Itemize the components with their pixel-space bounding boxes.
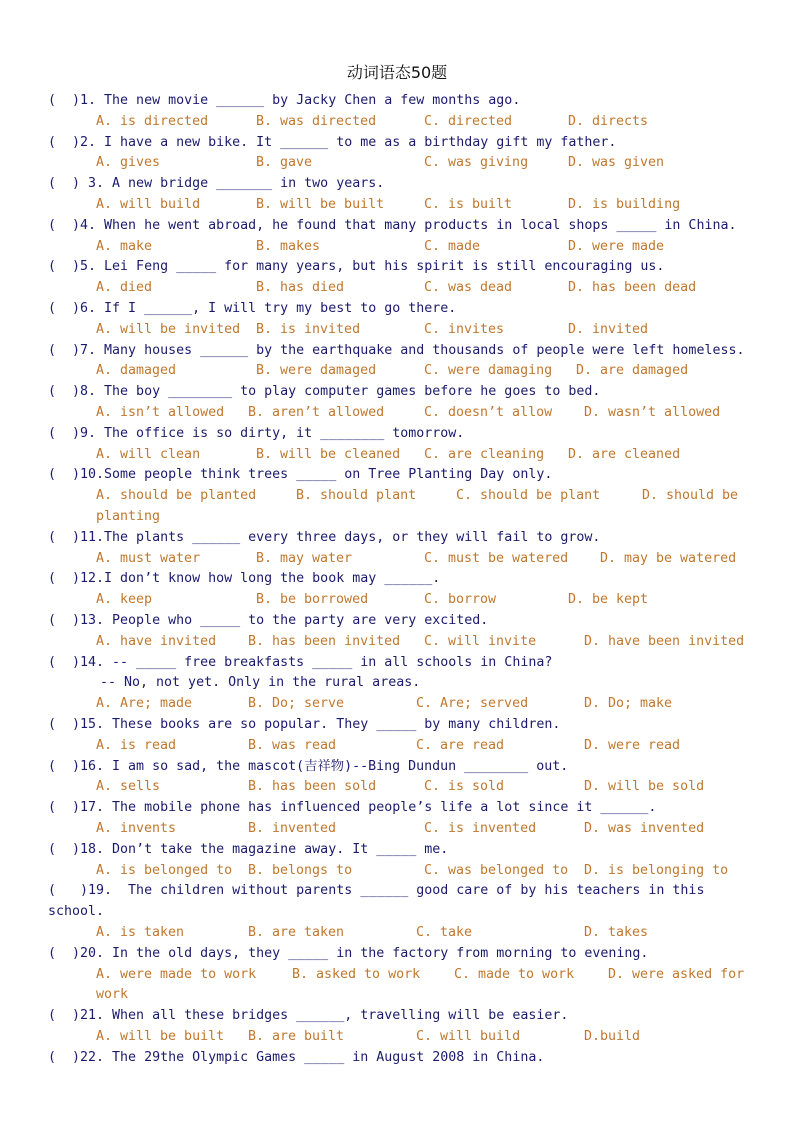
answer-option-d: D. has been dead (568, 280, 697, 296)
answer-option-b: B. gave (256, 155, 313, 171)
question-stem: ( )12.I don’t know how long the book may ______. (48, 571, 441, 587)
answer-option-c: C. was belonged to (424, 862, 569, 878)
answer-option-b: B. belongs to (248, 862, 353, 878)
question-stem: ( )21. When all these bridges ______, travelling will be easier. (48, 1008, 569, 1024)
answer-option-b: B. are built (248, 1029, 345, 1044)
answer-option-a: A. is taken (96, 925, 185, 940)
question-stem: ( )19. The children without parents ______ good care of by his teachers in this (48, 883, 705, 899)
answer-option-b: B. was read (248, 737, 337, 753)
answer-option-c: C. are cleaning (424, 446, 545, 462)
answer-option-b: B. has been sold (248, 779, 377, 795)
answer-option-c: C. must be watered (424, 550, 569, 566)
answer-option-c: C. is sold (424, 779, 505, 795)
answer-option-a: A. Are; made (96, 696, 193, 712)
answer-option-b: B. will be cleaned (256, 446, 401, 462)
question-stem: ( )1. The new movie ______ by Jacky Chen a few months ago. (48, 93, 521, 108)
answer-option-b: B. were damaged (256, 363, 377, 379)
answer-option-a: A. isn’t allowed (96, 405, 225, 420)
answer-option-d: D. was given (568, 155, 665, 171)
question-stem: ( )15. These books are so popular. They _____ by many children. (48, 717, 561, 732)
question-stem: ( )18. Don’t take the magazine away. It _____ me. (48, 841, 449, 857)
answer-option-a: A. is belonged to (96, 862, 233, 878)
answer-option-a: A. damaged (96, 363, 177, 379)
answer-option-d: D. should be (642, 488, 739, 504)
question-stem: ( )6. If I ______, I will try my best to go there. (48, 301, 457, 316)
answer-option-b: B. Do; serve (248, 696, 345, 712)
answer-option-d: D. will be sold (584, 779, 705, 795)
answer-option-d: D. were asked for (608, 966, 745, 982)
answer-option-c: C. will build (416, 1029, 521, 1044)
answer-option-a: A. were made to work (96, 966, 257, 982)
question-stem-continued: -- No, not yet. Only in the rural areas. (100, 675, 421, 691)
question-stem: ( )8. The boy ________ to play computer games before he goes to bed. (48, 384, 601, 400)
answer-option-c: C. is invented (424, 821, 537, 836)
answer-option-a: A. is read (96, 737, 177, 753)
answer-option-c: C. should be plant (456, 488, 601, 504)
answer-option-d: D. was invented (584, 821, 705, 836)
answer-option-b: B. aren’t allowed (248, 405, 385, 420)
answer-option-a: A. died (96, 280, 153, 296)
answer-option-c: C. directed (424, 113, 513, 129)
answer-option-d: D. have been invited (584, 633, 745, 649)
question-stem: ( )5. Lei Feng _____ for many years, but his spirit is still encouraging us. (48, 259, 665, 275)
answer-option-d: D.build (584, 1029, 641, 1044)
answer-option-c: C. will invite (424, 633, 537, 649)
answer-option-b: B. asked to work (292, 966, 421, 982)
question-stem: ( )2. I have a new bike. It ______ to me as a birthday gift my father. (48, 134, 617, 150)
answer-option-c: C. was dead (424, 280, 513, 296)
answer-option-a: A. is directed (96, 113, 209, 129)
question-stem: ( )16. I am so sad, the mascot(吉祥物)--Bing Dundun ________ out. (48, 758, 569, 774)
answer-option-continued: work (96, 987, 129, 1003)
answer-option-a: A. keep (96, 592, 153, 608)
answer-option-a: A. invents (96, 821, 177, 836)
answer-option-a: A. should be planted (96, 488, 257, 504)
answer-option-c: C. were damaging (424, 363, 553, 379)
answer-option-d: D. is building (568, 197, 681, 212)
answer-option-c: C. was giving (424, 155, 529, 171)
answer-option-d: D. invited (568, 321, 649, 337)
question-stem: ( )20. In the old days, they _____ in the factory from morning to evening. (48, 945, 649, 961)
answer-option-b: B. are taken (248, 925, 345, 940)
answer-option-c: C. made (424, 238, 481, 254)
answer-option-b: B. has died (256, 280, 345, 296)
answer-option-d: D. were read (584, 737, 681, 753)
answer-option-c: C. Are; served (416, 696, 529, 712)
answer-option-a: A. will build (96, 197, 201, 212)
question-stem: ( ) 3. A new bridge _______ in two years. (48, 176, 385, 192)
answer-option-c: C. take (416, 925, 473, 940)
question-stem: ( )9. The office is so dirty, it ________ tomorrow. (48, 425, 465, 441)
question-stem: ( )14. -- _____ free breakfasts _____ in all schools in China? (48, 654, 553, 670)
answer-option-c: C. invites (424, 321, 505, 337)
answer-option-b: B. invented (248, 821, 337, 836)
answer-option-a: A. must water (96, 550, 201, 566)
answer-option-a: A. make (96, 238, 153, 254)
answer-option-c: C. doesn’t allow (424, 405, 553, 420)
answer-option-b: B. makes (256, 238, 321, 254)
answer-option-d: D. are cleaned (568, 446, 681, 462)
question-stem: ( )13. People who _____ to the party are very excited. (48, 613, 489, 628)
answer-option-a: A. sells (96, 779, 161, 795)
answer-option-d: D. is belonging to (584, 862, 729, 878)
answer-option-b: B. is invited (256, 321, 361, 337)
question-stem: ( )10.Some people think trees _____ on Tree Planting Day only. (48, 467, 553, 483)
answer-option-d: D. takes (584, 925, 649, 940)
answer-option-d: D. wasn’t allowed (584, 405, 721, 420)
answer-option-b: B. was directed (256, 113, 377, 129)
answer-option-a: A. will be built (96, 1029, 225, 1044)
answer-option-c: C. made to work (454, 966, 575, 982)
question-stem-continued: school. (48, 904, 105, 920)
answer-option-b: B. should plant (296, 488, 417, 504)
answer-option-a: A. will be invited (96, 321, 241, 337)
answer-option-b: B. will be built (256, 197, 385, 212)
answer-option-d: D. are damaged (576, 363, 689, 379)
answer-option-d: D. directs (568, 113, 649, 129)
question-stem: ( )11.The plants ______ every three days, or they will fail to grow. (48, 529, 601, 545)
answer-option-c: C. borrow (424, 592, 497, 608)
answer-option-b: B. may water (256, 550, 353, 566)
worksheet-title: 动词语态50题 (346, 63, 448, 82)
answer-option-c: C. is built (424, 197, 513, 212)
answer-option-d: D. were made (568, 238, 665, 254)
answer-option-b: B. be borrowed (256, 592, 369, 608)
answer-option-d: D. be kept (568, 592, 649, 608)
answer-option-c: C. are read (416, 737, 505, 753)
answer-option-b: B. has been invited (248, 633, 401, 649)
answer-option-d: D. may be watered (600, 550, 737, 566)
answer-option-d: D. Do; make (584, 696, 673, 712)
answer-option-a: A. have invited (96, 633, 217, 649)
question-stem: ( )4. When he went abroad, he found that many products in local shops _____ in China. (48, 217, 737, 233)
question-stem: ( )7. Many houses ______ by the earthquake and thousands of people were left homeless. (48, 342, 745, 358)
answer-option-a: A. gives (96, 155, 161, 171)
answer-option-a: A. will clean (96, 446, 201, 462)
question-stem: ( )22. The 29the Olympic Games _____ in August 2008 in China. (48, 1049, 545, 1065)
answer-option-continued: planting (96, 509, 161, 524)
question-stem: ( )17. The mobile phone has influenced people’s life a lot since it ______. (48, 800, 657, 816)
